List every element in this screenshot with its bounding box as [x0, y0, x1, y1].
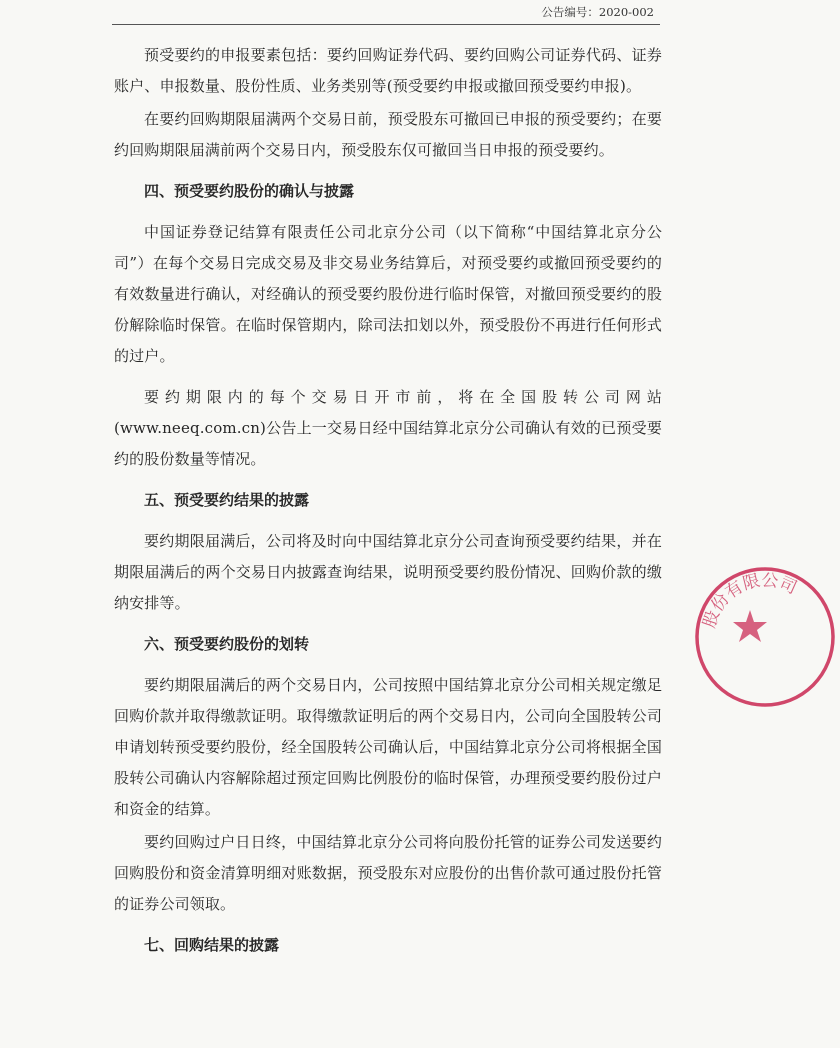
- paragraph: 预受要约的申报要素包括：要约回购证券代码、要约回购公司证券代码、证券账户、申报数量、股份性质、业务类别等(预受要约申报或撤回预受要约申报)。: [114, 46, 662, 95]
- paragraph: 要约期限届满后的两个交易日内，公司按照中国结算北京分公司相关规定缴足回购价款并取得缴款证明。取得缴款证明后的两个交易日内，公司向全国股转公司申请划转预受要约股份，经全国股转公司确认后，中国结算北京分公司将根据全国股转公司确认内容解除超过预定回购比例股份的临时保管，办理预受要约股份过户和资金的结算。: [114, 676, 662, 818]
- seal-text: 股份有限公司: [699, 570, 800, 631]
- paragraph: 要约期限届满后，公司将及时向中国结算北京分公司查询预受要约结果，并在期限届满后的两个交易日内披露查询结果，说明预受要约股份情况、回购价款的缴纳安排等。: [114, 532, 662, 612]
- paragraph: 在要约回购期限届满两个交易日前，预受股东可撤回已申报的预受要约；在要约回购期限届满前两个交易日内，预受股东仅可撤回当日申报的预受要约。: [114, 110, 662, 159]
- paragraph: 要约回购过户日日终，中国结算北京分公司将向股份托管的证券公司发送要约回购股份和资金清算明细对账数据，预受股东对应股份的出售价款可通过股份托管的证券公司领取。: [114, 833, 662, 913]
- header-divider: [112, 24, 660, 25]
- section-heading: 五、预受要约结果的披露: [144, 491, 310, 509]
- company-seal-stamp: [690, 562, 840, 712]
- seal-star-icon: [733, 610, 767, 642]
- section-heading: 六、预受要约股份的划转: [144, 635, 310, 653]
- document-body: [114, 40, 662, 961]
- paragraph: 中国证券登记结算有限责任公司北京分公司（以下简称“中国结算北京分公司”）在每个交易日完成交易及非交易业务结算后，对预受要约或撤回预受要约的有效数量进行确认，对经确认的预受要约股份进行临时保管，对撤回预受要约的股份解除临时保管。在临时保管期内，除司法扣划以外，预受股份不再进行任何形式的过户。: [114, 223, 662, 365]
- announcement-number: 公告编号：2020-002: [541, 5, 654, 19]
- section-heading: 四、预受要约股份的确认与披露: [144, 182, 355, 200]
- paragraph: 要约期限内的每个交易日开市前，将在全国股转公司网站(www.neeq.com.cn)公告上一交易日经中国结算北京分公司确认有效的已预受要约的股份数量等情况。: [114, 388, 662, 468]
- section-heading: 七、回购结果的披露: [144, 936, 280, 954]
